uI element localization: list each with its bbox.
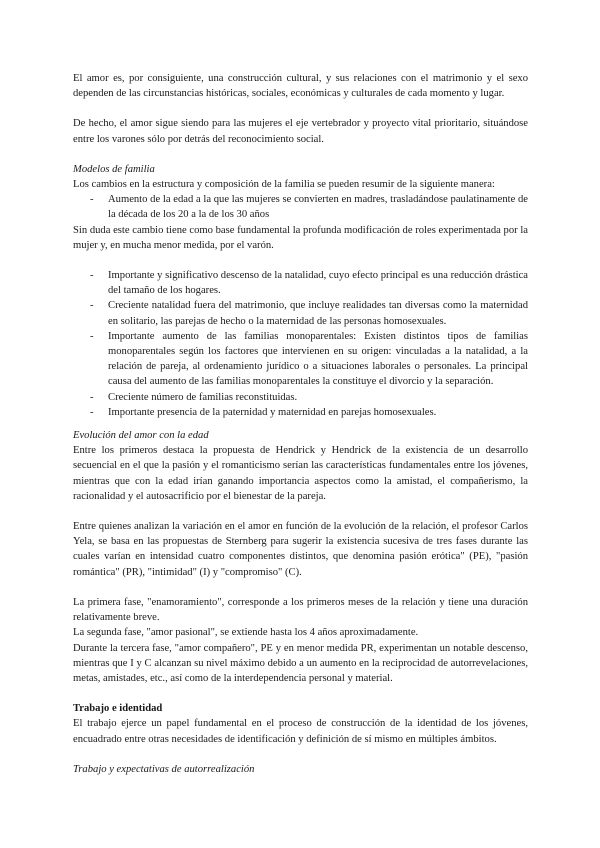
list-item: - Importante presencia de la paternidad y maternidad en parejas homosexuales. bbox=[73, 405, 528, 420]
paragraph-evolucion-2: Entre quienes analizan la variación en el amor en función de la evolución de la relación, el profesor Carlos Yela, se basa en las propuestas de Sternberg para sugerir la existencia sucesiva de tres fases durante las cuales varían en intensidad cuatro componentes distintos, que denomina pasión erótica" (PE), "pasión romántica" (PR), "intimidad" (I) y "compromiso" (C). bbox=[73, 521, 528, 578]
list-item: - Importante aumento de las familias monoparentales: Existen distintos tipos de familias monoparentales según los factores que intervienen en su origen: vinculadas a la natalidad, a la relación de pareja, al ordenamiento jurídico o a situaciones laborales o personales. La principal causa del aumento de las familias monoparentales la constituye el divorcio y la separación. bbox=[73, 329, 528, 390]
list-item: - Aumento de la edad a la que las mujeres se convierten en madres, trasladándose paulatinamente de la década de los 20 a la de los 30 años bbox=[73, 192, 528, 222]
list-modelos-1 bbox=[73, 192, 528, 222]
paragraph-evolucion-5: Durante la tercera fase, "amor compañero", PE y en menor medida PR, experimentan un notable descenso, mientras que I y C alcanzan su nivel máximo debido a un aumento en la reciprocidad de autorrevelaciones, metas, amistades, etc., así como de la interdependencia personal y material. bbox=[73, 642, 528, 684]
paragraph-modelos-intro: Los cambios en la estructura y composición de la familia se pueden resumir de la siguiente manera: bbox=[73, 179, 495, 191]
heading-trabajo-expectativas: Trabajo y expectativas de autorrealización bbox=[73, 763, 255, 775]
paragraph-modelos-after: Sin duda este cambio tiene como base fundamental la profunda modificación de roles experimentada por la mujer y, en mucha menor medida, por el varón. bbox=[73, 224, 528, 251]
paragraph-trabajo-1: El trabajo ejerce un papel fundamental en el proceso de construcción de la identidad de los jóvenes, encuadrado entre otras necesidades de identificación y definición de sí mismo en múltiples ámbitos. bbox=[73, 718, 528, 745]
paragraph-amor-mujeres: De hecho, el amor sigue siendo para las mujeres el eje vertebrador y proyecto vital prioritario, situándose entre los varones sólo por detrás del reconocimiento social. bbox=[73, 118, 528, 145]
heading-evolucion-amor: Evolución del amor con la edad bbox=[73, 430, 209, 442]
heading-modelos-familia: Modelos de familia bbox=[73, 163, 155, 175]
list-item: - Importante y significativo descenso de la natalidad, cuyo efecto principal es una reducción drástica del tamaño de los hogares. bbox=[73, 268, 528, 298]
list-item: - Creciente natalidad fuera del matrimonio, que incluye realidades tan diversas como la maternidad en solitario, las parejas de hecho o la maternidad de las personas homosexuales. bbox=[73, 298, 528, 328]
paragraph-amor-construccion: El amor es, por consiguiente, una construcción cultural, y sus relaciones con el matrimonio y el sexo dependen de las circunstancias históricas, sociales, económicas y culturales de cada momento y lugar. bbox=[73, 73, 528, 100]
heading-trabajo-identidad: Trabajo e identidad bbox=[73, 703, 163, 715]
list-item: - Creciente número de familias reconstituidas. bbox=[73, 390, 528, 405]
paragraph-evolucion-1: Entre los primeros destaca la propuesta de Hendrick y Hendrick de la existencia de un desarrollo secuencial en el que la pasión y el romanticismo serían las características fundamentales entre los jóvenes, mientras que con la edad irían ganando importancia aspectos como la amistad, el compañerismo, la racionalidad y el autosacrificio por el bienestar de la pareja. bbox=[73, 445, 528, 502]
list-modelos-2 bbox=[73, 268, 528, 420]
paragraph-evolucion-3: La primera fase, "enamoramiento", corresponde a los primeros meses de la relación y tiene una duración relativamente breve. bbox=[73, 596, 528, 624]
paragraph-evolucion-4: La segunda fase, "amor pasional", se extiende hasta los 4 años aproximadamente. bbox=[73, 627, 419, 639]
